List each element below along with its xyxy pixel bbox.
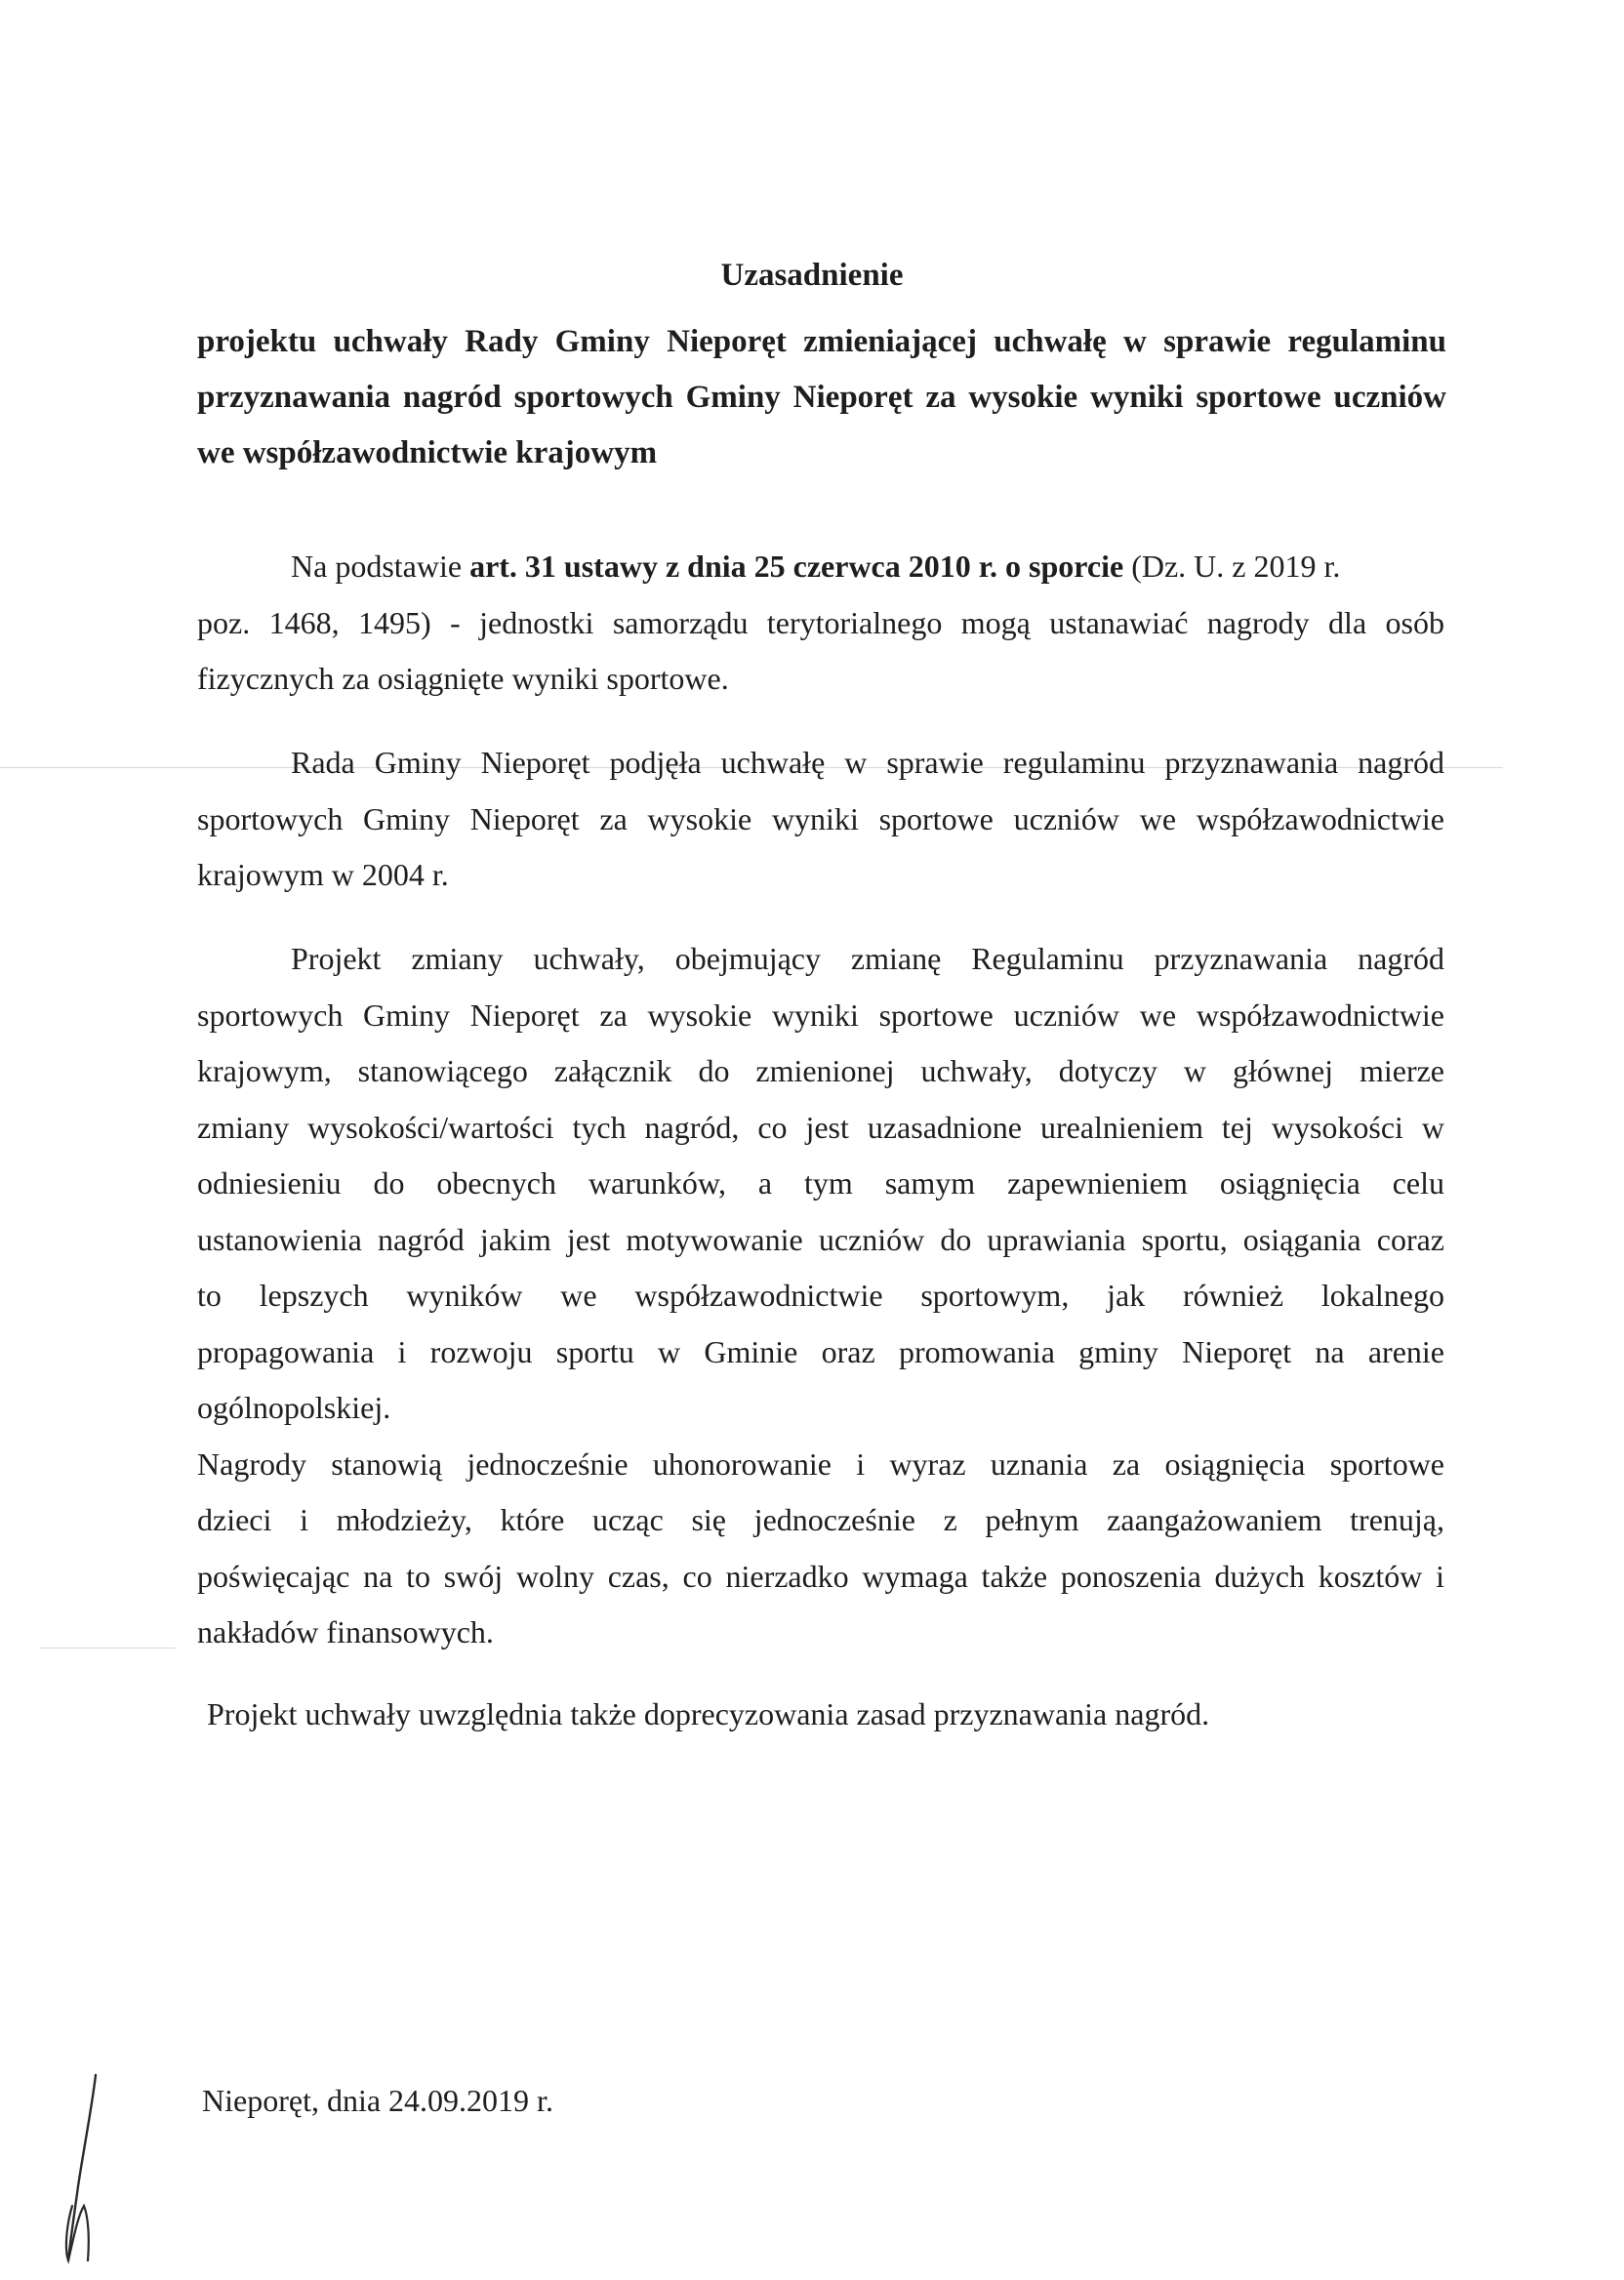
paragraph-legal-basis <box>197 539 1444 708</box>
paragraph-line: sportowych Gminy Nieporęt za wysokie wyniki sportowe uczniów we współzawodnictwie <box>197 800 1444 836</box>
paragraph-line: nakładów finansowych. <box>197 1614 494 1649</box>
heading-line: projektu uchwały Rady Gminy Nieporęt zmieniającej uchwałę w sprawie regulaminu <box>197 324 1446 359</box>
paragraph-line: krajowym w 2004 r. <box>197 857 449 892</box>
scan-artifact-line <box>39 1648 176 1649</box>
paragraph-line: Projekt uchwały uwzględnia także doprecyzowania zasad przyznawania nagród. <box>207 1696 1210 1731</box>
paragraph-line: Rada Gminy Nieporęt podjęła uchwałę w sprawie regulaminu przyznawania nagród <box>291 745 1444 780</box>
paragraph-line: krajowym, stanowiącego załącznik do zmienionej uchwały, dotyczy w głównej mierze <box>197 1053 1444 1088</box>
paragraph-line: ustanowienia nagród jakim jest motywowanie uczniów do uprawiania sportu, osiągania coraz <box>197 1221 1444 1257</box>
paragraph-line: to lepszych wyników we współzawodnictwie sportowym, jak również lokalnego <box>197 1278 1444 1313</box>
paragraph-line: Projekt zmiany uchwały, obejmujący zmianę Regulaminu przyznawania nagród <box>291 941 1444 976</box>
document-title: Uzasadnienie <box>720 258 904 293</box>
paragraph-project-change <box>197 931 1444 1661</box>
paragraph-line: poświęcając na to swój wolny czas, co nierzadko wymaga także ponoszenia dużych kosztów i <box>197 1558 1444 1594</box>
paragraph-line: zmiany wysokości/wartości tych nagród, co jest uzasadnione urealnieniem tej wysokości w <box>197 1109 1444 1145</box>
legal-basis-journal: (Dz. U. z 2019 r. <box>1123 549 1341 584</box>
legal-basis-reference: art. 31 ustawy z dnia 25 czerwca 2010 r. o sporcie <box>469 549 1124 584</box>
paragraph-line: propagowania i rozwoju sportu w Gminie oraz promowania gminy Nieporęt na arenie <box>197 1333 1444 1369</box>
paragraph-line: dzieci i młodzieży, które ucząc się jednocześnie z pełnym zaangażowaniem trenują, <box>197 1502 1444 1537</box>
handwritten-signature <box>57 2069 115 2264</box>
paragraph-line <box>197 539 1444 595</box>
heading-line: przyznawania nagród sportowych Gminy Nieporęt za wysokie wyniki sportowe uczniów <box>197 380 1446 415</box>
paragraph-line: odniesieniu do obecnych warunków, a tym samym zapewnieniem osiągnięcia celu <box>197 1165 1444 1201</box>
paragraph-line: fizycznych za osiągnięte wyniki sportowe. <box>197 661 729 696</box>
paragraph-council-resolution <box>197 735 1444 904</box>
paragraph-clarification <box>207 1687 1454 1743</box>
heading-line: we współzawodnictwie krajowym <box>197 435 658 470</box>
paragraph-line: poz. 1468, 1495) - jednostki samorządu terytorialnego mogą ustanawiać nagrody dla osób <box>197 604 1444 640</box>
paragraph-line: ogólnopolskiej. <box>197 1390 391 1425</box>
paragraph-line: sportowych Gminy Nieporęt za wysokie wyniki sportowe uczniów we współzawodnictwie <box>197 997 1444 1033</box>
document-date: Nieporęt, dnia 24.09.2019 r. <box>202 2083 553 2118</box>
legal-basis-intro: Na podstawie <box>291 549 470 584</box>
document-heading <box>197 314 1446 481</box>
paragraph-line: Nagrody stanowią jednocześnie uhonorowanie i wyraz uznania za osiągnięcia sportowe <box>197 1445 1444 1482</box>
